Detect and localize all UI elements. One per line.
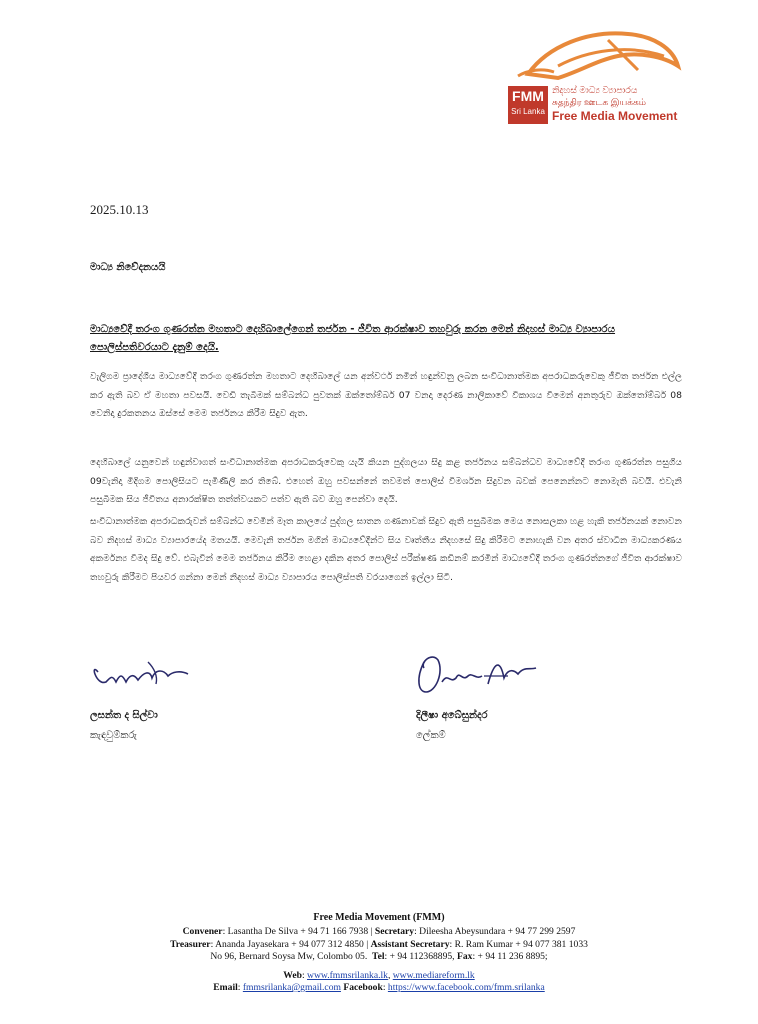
convener-name: ලසන්ත ද සිල්වා — [90, 710, 158, 721]
footer-org-name: Free Media Movement (FMM) — [313, 912, 445, 923]
footer-row-convener — [0, 926, 758, 938]
signatory-convener — [90, 706, 158, 746]
bird-logo-icon — [488, 26, 684, 86]
body-paragraph-3: සංවිධානාත්මක අපරාධකරුවන් සම්බන්ධ වෙමින් මෑත කාලයේ පුද්ගල ඝාතන ගණනාවක් සිදුව ඇති පසුබිමක මෙය නොසලකා හළ හැකි තර්ජනයක් නොවන බව නිදහස් මාධ්‍ය ව්‍යාපාරයේද මතයයි. මෙවැනි තර්ජන මගින් මාධ්‍යවේදීන්ට සිය වෘත්තීය නිදහසේ සිදු කිරීමට නොහැකි වන අතර ස්වාධීන මාධ්‍යකරණය අකර්මන්‍ය වීමද සිදු වේ. එබැවින් මෙම තර්ජනය කිරීම හෙළා දකින අතර පොලිස් පරීක්ෂණ කඩිනම් කරමින් මාධ්‍යවේදී තරංග ගුණරත්නගේ ජීවිත ආරක්ෂාව තහවුරු කිරීමට පියවර ගන්නා මෙන් නිදහස් මාධ්‍ය ව්‍යාපාරය පොලිස්පති වරයාගෙන් ඉල්ලා සිටී. — [90, 516, 682, 583]
footer-address: No 96, Bernard Soysa Mw, Colombo 05. — [210, 951, 368, 963]
badge-srilanka-text: Sri Lanka — [511, 107, 545, 116]
body-paragraph-2: දෙහිබාලේ යනුවෙන් හඳුන්වාගත් සංවිධානාත්මක අපරාධකරුවෙකු යැයි කියන පුද්ගලයා සිදු කළ තර්ජනය සම්බන්ධව මාධ්‍යවේදී තරංග ගුණරත්න පසුගිය 09වැනිදා මිදිගම පොලිසියට පැමිණිලි කර තිබේ. එහෙත් ඔහු පවසන්නේ තවමත් පොලිස් විමර්ශන සිදුවන බවක් පෙනෙන්නට නොමැති බවයි. එවැනි පසුබිමක සිය ජීවිතය අනාරක්ෂිත තත්ත්වයකට පත්ව ඇති බව ඔහු පෙන්වා දෙයි. — [90, 457, 682, 505]
logo-sinhala-name: නිදහස් මාධ්‍ය ව්‍යාපාරය — [552, 85, 638, 95]
fax-number: : + 94 11 236 8895; — [472, 951, 548, 963]
secretary-contact: : Dileesha Abeysundara + 94 77 299 2597 — [414, 926, 576, 938]
web-separator: : — [301, 969, 308, 981]
web-link-fmm[interactable]: www.fmmsrilanka.lk — [307, 969, 388, 981]
email-separator: : — [237, 982, 243, 994]
letter-footer — [0, 912, 758, 994]
release-title: මාධ්‍ය නිවේදනයයි — [90, 262, 166, 273]
logo-names — [552, 84, 692, 124]
fmm-badge — [508, 86, 548, 124]
signature-secretary — [412, 648, 542, 700]
signatory-secretary — [416, 706, 488, 746]
facebook-link[interactable]: https://www.facebook.com/fmm.srilanka — [387, 982, 545, 994]
footer-row-email — [0, 982, 758, 994]
secretary-role: ලේකම් — [416, 730, 446, 741]
fmm-logo — [488, 26, 684, 122]
fax-label: Fax — [456, 951, 473, 963]
secretary-name: දිලීෂා අබේසුන්දර — [416, 710, 488, 721]
tel-label: Tel — [372, 951, 385, 963]
signature-convener — [88, 652, 208, 692]
web-comma: , — [387, 969, 393, 981]
email-link[interactable]: fmmsrilanka@gmail.com — [242, 982, 341, 994]
web-link-mediareform[interactable]: www.mediareform.lk — [392, 969, 475, 981]
body-paragraph-1: වැලිගම ප්‍රාදේශීය මාධ්‍යවේදී තරංග ගුණරත්න මහතාට දෙහිබාලේ යන අන්වර්ථ නමින් හඳුන්වනු ලබන සංවිධානාත්මක අපරාධකරුවෙකු ජීවිත තර්ජන එල්ල කර ඇති බව ඒ මහතා පවසයි. වෙඩි තැබීමක් සම්බන්ධ පුවතක් ඔක්තෝම්බර් 07 වනදා දෙරණ නාලිකාවේ විකාශය වීමෙන් අනතුරුව ඔක්තෝම්බර් 08 වෙනිදා දුරකතනය ඔස්සේ මෙම තර්ජනය කිරීම සිදුව ඇත. — [90, 371, 682, 419]
footer-row-address — [0, 951, 758, 963]
asst-secretary-label: Assistant Secretary — [370, 938, 450, 950]
footer-row-treasurer — [0, 939, 758, 951]
treasurer-label: Treasurer — [170, 938, 211, 950]
convener-role: කැඳවුම්කරු — [90, 730, 137, 741]
logo-english-name: Free Media Movement — [552, 109, 678, 123]
press-headline: මාධ්‍යවේදී තරංග ගුණරත්න මහතාට දෙහිබාලේගෙන් තර්ජන - ජීවිත ආරක්ෂාව තහවුරු කරන මෙන් නිදහස් මාධ්‍ය ව්‍යාපාරය පොලිස්පතිවරයාට දැනුම් දෙයි. — [90, 324, 616, 353]
asst-secretary-contact: : R. Ram Kumar + 94 077 381 1033 — [449, 938, 588, 950]
footer-row-web — [0, 970, 758, 982]
facebook-separator: : — [382, 982, 388, 994]
convener-contact: : Lasantha De Silva + 94 71 166 7938 | — [222, 926, 375, 938]
facebook-label: Facebook — [343, 982, 383, 994]
badge-fmm-text: FMM — [512, 88, 544, 104]
tel-number: : + 94 112368895, — [384, 951, 457, 963]
web-label: Web — [283, 969, 302, 981]
logo-tamil-name: சுதந்திர ஊடக இயக்கம் — [552, 97, 647, 107]
convener-label: Convener — [182, 926, 223, 938]
treasurer-contact: : Ananda Jayasekara + 94 077 312 4850 | — [210, 938, 371, 950]
secretary-label: Secretary — [374, 926, 415, 938]
letter-date: 2025.10.13 — [90, 202, 149, 217]
email-label: Email — [213, 982, 238, 994]
